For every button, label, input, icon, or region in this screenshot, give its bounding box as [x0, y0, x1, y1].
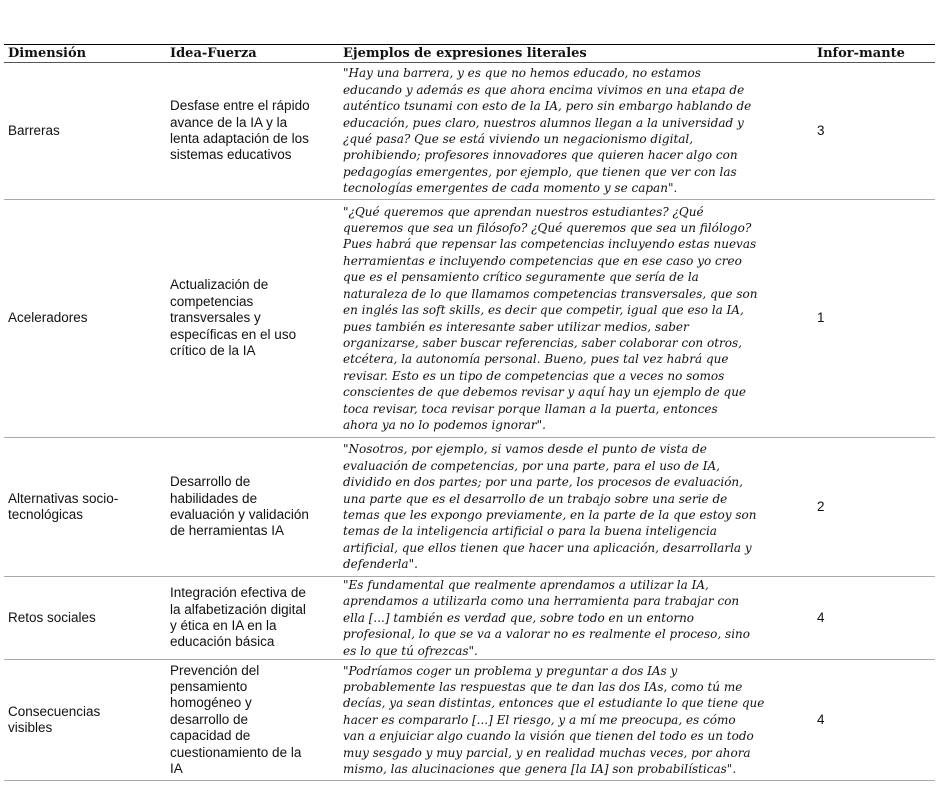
idea-fuerza-cell-line: Actualización de — [170, 277, 269, 293]
quote-cell-line: "Nosotros, por ejemplo, si vamos desde el punto de vista de — [343, 442, 707, 457]
idea-fuerza-cell — [166, 577, 339, 660]
dimension-cell — [4, 200, 166, 438]
informant-cell: 1 — [817, 310, 825, 326]
idea-fuerza-cell-line: habilidades de — [170, 490, 258, 506]
informant-cell: 3 — [817, 122, 825, 138]
idea-fuerza-cell — [166, 63, 339, 200]
idea-fuerza-cell — [166, 438, 339, 577]
informant-cell: 2 — [817, 498, 825, 514]
idea-fuerza-cell-line: educación básica — [170, 634, 275, 650]
quote-cell-line: defenderla". — [343, 557, 418, 572]
quote-cell-line: etcétera, la autonomía personal. Bueno, pues tal vez habrá que — [343, 352, 729, 367]
table-body — [4, 63, 935, 781]
header-examples: Ejemplos de expresiones literales — [343, 46, 587, 61]
quote-cell-line: Pues habrá que repensar las competencias incluyendo estas nuevas — [343, 237, 757, 252]
quote-cell-line: prohibiendo; profesores innovadores que quieren hacer algo con — [343, 148, 738, 163]
quote-cell — [339, 63, 813, 200]
quote-cell-line: temas de la inteligencia artificial o para la buena inteligencia — [343, 524, 717, 539]
dimension-cell — [4, 63, 166, 200]
informant-cell: 4 — [817, 609, 825, 625]
header-idea-fuerza: Idea-Fuerza — [170, 46, 257, 61]
idea-fuerza-cell-line: lenta adaptación de los — [170, 131, 309, 146]
quote-cell-line: muy sesgado y muy parcial, y en realidad muchas veces, por ahora — [343, 745, 751, 760]
quote-cell-line: pedagogías emergentes, por ejemplo, que tienen que ver con las — [343, 164, 737, 179]
idea-fuerza-cell-line: capacidad de — [170, 728, 251, 744]
quote-cell-line: hacer es compararlo [...] El riesgo, y a mí me preocupa, es cómo — [343, 712, 736, 727]
idea-fuerza-cell — [166, 660, 339, 781]
idea-fuerza-cell-line: y ética en IA en la — [170, 618, 277, 634]
quote-cell-line: toca revisar, toca revisar porque llaman a la puerta, entonces — [343, 401, 718, 416]
quote-cell-line: pues también es interesante saber utilizar medios, saber — [343, 319, 689, 334]
quote-cell-line: profesional, lo que se va a valorar no es realmente el proceso, sino — [343, 627, 750, 642]
idea-fuerza-cell-line: homogéneo y — [170, 695, 252, 711]
idea-fuerza-cell-line: IA — [170, 761, 183, 777]
dimension-cell-line: Consecuencias — [8, 703, 101, 719]
table-row — [4, 577, 935, 660]
idea-fuerza-cell-line: Integración efectiva de — [170, 585, 306, 601]
quote-cell — [339, 200, 813, 438]
quote-cell — [339, 577, 813, 660]
dimension-cell-line: Alternativas socio- — [8, 490, 119, 506]
quote-cell-line: queremos que sea un filósofo? ¿Qué queremos que sea un filólogo? — [343, 221, 752, 236]
quote-cell — [339, 438, 813, 577]
idea-fuerza-cell-line: crítico de la IA — [170, 343, 256, 359]
table-row — [4, 438, 935, 577]
quote-cell-line: van a enjuiciar algo cuando la visión que tienen del todo es un todo — [343, 729, 754, 744]
quote-cell — [339, 660, 813, 781]
idea-fuerza-cell-line: sistemas educativos — [170, 147, 292, 163]
idea-fuerza-cell-line: Desfase entre el rápido — [170, 98, 310, 114]
results-table — [4, 44, 935, 781]
quote-cell-line: revisar. Esto es un tipo de competencias que a veces no somos — [343, 368, 725, 383]
idea-fuerza-cell-line: avance de la IA y la — [170, 114, 288, 130]
header-dimension: Dimensión — [8, 46, 87, 61]
quote-cell-line: educando y además es que ahora encima vivimos en una etapa de — [343, 82, 745, 97]
idea-fuerza-cell-line: Prevención del — [170, 662, 260, 678]
dimension-cell — [4, 438, 166, 577]
dimension-cell-line: Aceleradores — [8, 310, 88, 326]
quote-cell-line: mismo, las alucinaciones que genera [la IA] son probabilísticas". — [343, 762, 737, 777]
quote-cell-line: ¿qué pasa? Que se está viviendo un negacionismo digital, — [343, 132, 694, 146]
quote-cell-line: una parte que es el desarrollo de un trabajo sobre una serie de — [343, 491, 728, 506]
quote-cell-line: naturaleza de lo que llamamos competencias transversales, que son — [343, 286, 758, 301]
quote-cell-line: auténtico tsunami con esto de la IA, pero sin embargo hablando de — [343, 99, 752, 114]
quote-cell-line: probablemente las respuestas que te dan las dos IAs, como tú me — [343, 680, 743, 695]
quote-cell-line: "¿Qué queremos que aprendan nuestros estudiantes? ¿Qué — [343, 204, 704, 219]
quote-cell-line: ahora ya no lo podemos ignorar". — [343, 417, 546, 432]
idea-fuerza-cell-line: competencias — [170, 293, 254, 309]
header-informant: Infor-mante — [817, 46, 905, 61]
idea-fuerza-cell — [166, 200, 339, 438]
table-row — [4, 63, 935, 200]
dimension-cell — [4, 577, 166, 660]
header-row — [4, 45, 935, 63]
dimension-cell-line: tecnológicas — [8, 507, 84, 522]
idea-fuerza-cell-line: de herramientas IA — [170, 523, 285, 539]
idea-fuerza-cell-line: la alfabetización digital — [170, 601, 306, 617]
dimension-cell-line: visibles — [8, 720, 53, 736]
idea-fuerza-cell-line: específicas en el uso — [170, 326, 297, 342]
dimension-cell — [4, 660, 166, 781]
quote-cell-line: aprendamos a utilizarla como una herramienta para trabajar con — [343, 594, 740, 609]
quote-cell-line: organizarse, saber buscar referencias, saber colaborar con otros, — [343, 335, 742, 350]
quote-cell-line: "Hay una barrera, y es que no hemos educado, no estamos — [343, 66, 701, 81]
quote-cell-line: es lo que tú ofrezcas". — [343, 643, 478, 658]
dimension-cell-line: Retos sociales — [8, 609, 96, 625]
quote-cell-line: conscientes de que debemos revisar y aquí hay un ejemplo de que — [343, 385, 747, 400]
idea-fuerza-cell-line: desarrollo de — [170, 711, 249, 727]
idea-fuerza-cell-line: transversales y — [170, 310, 261, 326]
quote-cell-line: temas que les expongo previamente, en la parte de la que estoy son — [343, 508, 757, 522]
quote-cell-line: decías, ya sean distintas, entonces que el estudiante lo que tiene que — [343, 696, 765, 711]
quote-cell-line: educación, pues claro, nuestros alumnos llegan a la universidad y — [343, 115, 744, 130]
dimension-cell-line: Barreras — [8, 122, 60, 138]
quote-cell-line: "Podríamos coger un problema y preguntar a dos IAs y — [343, 663, 678, 678]
table-row — [4, 200, 935, 438]
informant-cell: 4 — [817, 711, 825, 727]
quote-cell-line: que es el pensamiento crítico seguramente que sería de la — [343, 270, 699, 285]
quote-cell-line: ella [...] también es verdad que, sobre todo en un entorno — [343, 610, 695, 625]
quote-cell-line: en inglés las soft skills, es decir que competir, igual que eso la IA, — [343, 303, 744, 318]
quote-cell-line: artificial, que ellos tienen que hacer una aplicación, desarrollarla y — [343, 540, 752, 555]
quote-cell-line: "Es fundamental que realmente aprendamos a utilizar la IA, — [343, 578, 709, 592]
quote-cell-line: tecnologías emergentes de cada momento y se capan". — [343, 181, 678, 196]
quote-cell-line: herramientas e incluyendo competencias que en ese caso yo creo — [343, 253, 742, 268]
quote-cell-line: evaluación de competencias, por una parte, para el uso de IA, — [343, 458, 720, 473]
table-row — [4, 660, 935, 781]
quote-cell-line: dividido en dos partes; por una parte, los procesos de evaluación, — [343, 475, 743, 490]
idea-fuerza-cell-line: evaluación y validación — [170, 507, 309, 522]
idea-fuerza-cell-line: Desarrollo de — [170, 474, 251, 490]
idea-fuerza-cell-line: pensamiento — [170, 679, 248, 695]
idea-fuerza-cell-line: cuestionamiento de la — [170, 744, 302, 760]
